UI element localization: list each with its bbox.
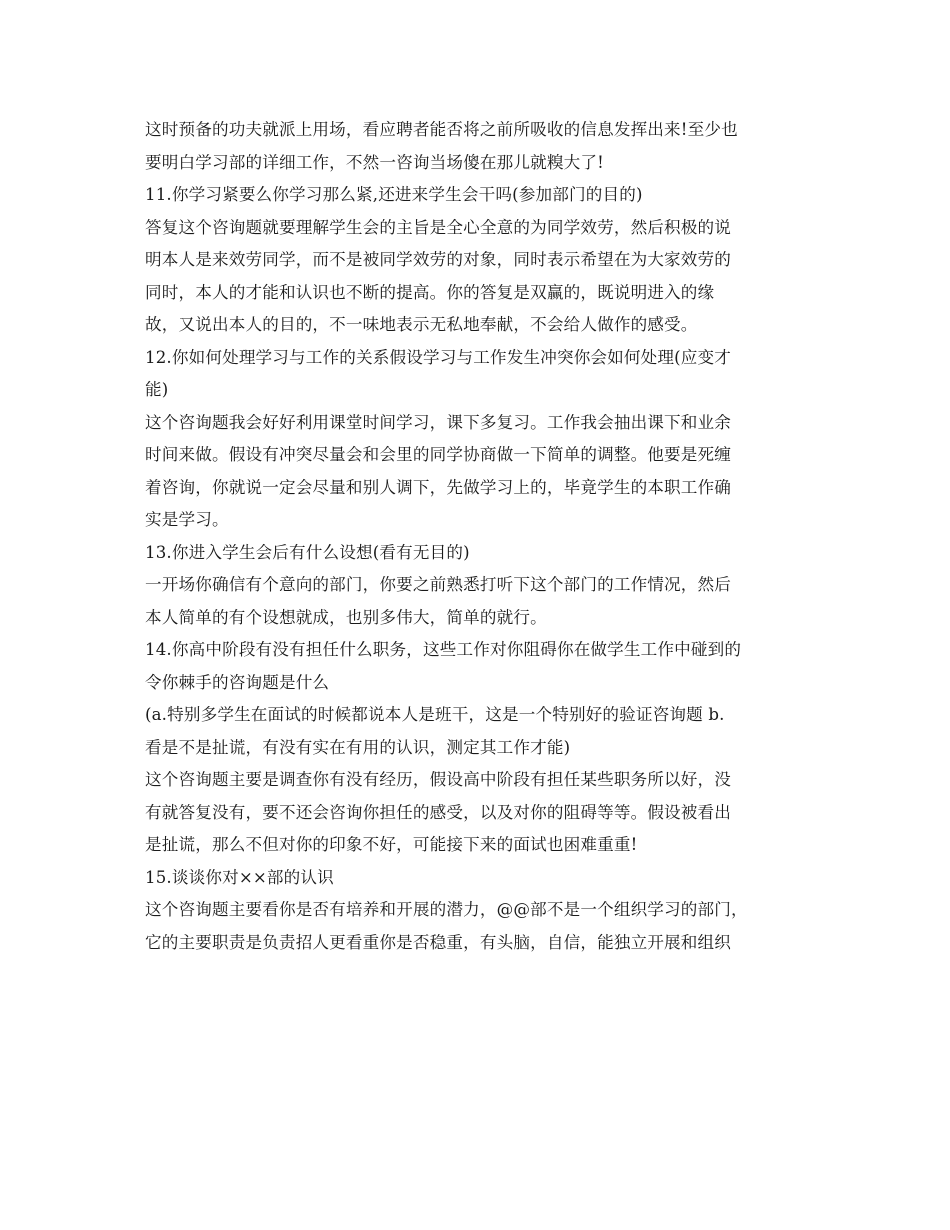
- paragraph-line: 这个咨询题主要看你是否有培养和开展的潜力，@@部不是一个组织学习的部门，: [145, 900, 748, 919]
- paragraph-line: 同时，本人的才能和认识也不断的提高。你的答复是双赢的，既说明进入的缘: [145, 282, 715, 302]
- paragraph-line: 有就答复没有，要不还会咨询你担任的感受，以及对你的阻碍等等。假设被看出: [145, 802, 732, 822]
- paragraph-line: 时间来做。假设有冲突尽量会和会里的同学协商做一下简单的调整。他要是死缠: [145, 445, 732, 464]
- note-line: (a.特别多学生在面试的时候都说本人是班干，这是一个特别好的验证咨询题 b.: [145, 705, 725, 724]
- note-line: 看是不是扯谎，有没有实在有用的认识，测定其工作才能): [145, 737, 571, 757]
- paragraph-line: 故，又说出本人的目的，不一味地表示无私地奉献，不会给人做作的感受。: [145, 315, 698, 334]
- paragraph-line: 实是学习。: [145, 510, 229, 529]
- question-heading: 14.你高中阶段有没有担任什么职务，这些工作对你阻碍你在做学生工作中碰到的: [145, 640, 742, 659]
- paragraph-line: 它的主要职责是负责招人更看重你是否稳重，有头脑，自信，能独立开展和组织: [145, 932, 732, 952]
- question-heading: 11.你学习紧要么你学习那么紧,还进来学生会干吗(参加部门的目的): [145, 185, 643, 204]
- paragraph-line: 是扯谎，那么不但对你的印象不好，可能接下来的面试也困难重重!: [145, 835, 638, 854]
- question-heading: 12.你如何处理学习与工作的关系假设学习与工作发生冲突你会如何处理(应变才: [145, 347, 732, 367]
- paragraph-line: 答复这个咨询题就要理解学生会的主旨是全心全意的为同学效劳，然后积极的说: [145, 217, 732, 237]
- paragraph-line: 本人简单的有个设想就成，也别多伟大，简单的就行。: [145, 607, 547, 627]
- document-body: [145, 114, 813, 959]
- paragraph-line: 着咨询，你就说一定会尽量和别人调下，先做学习上的，毕竟学生的本职工作确: [145, 477, 732, 497]
- question-heading: 令你棘手的咨询题是什么: [145, 672, 330, 692]
- question-heading: 能): [145, 380, 169, 399]
- paragraph-line: 这个咨询题主要是调查你有没有经历，假设高中阶段有担任某些职务所以好，没: [145, 770, 732, 789]
- paragraph-line: 这个咨询题我会好好利用课堂时间学习，课下多复习。工作我会抽出课下和业余: [145, 412, 732, 432]
- paragraph-line: 明本人是来效劳同学，而不是被同学效劳的对象，同时表示希望在为大家效劳的: [145, 250, 732, 269]
- paragraph-line: 一开场你确信有个意向的部门，你要之前熟悉打听下这个部门的工作情况，然后: [145, 575, 732, 594]
- paragraph-line: 要明白学习部的详细工作，不然一咨询当场傻在那儿就糗大了!: [145, 152, 604, 172]
- paragraph-line: 这时预备的功夫就派上用场，看应聘者能否将之前所吸收的信息发挥出来!至少也: [145, 120, 738, 139]
- question-heading: 15.谈谈你对××部的认识: [145, 867, 334, 887]
- question-heading: 13.你进入学生会后有什么设想(看有无目的): [145, 542, 470, 562]
